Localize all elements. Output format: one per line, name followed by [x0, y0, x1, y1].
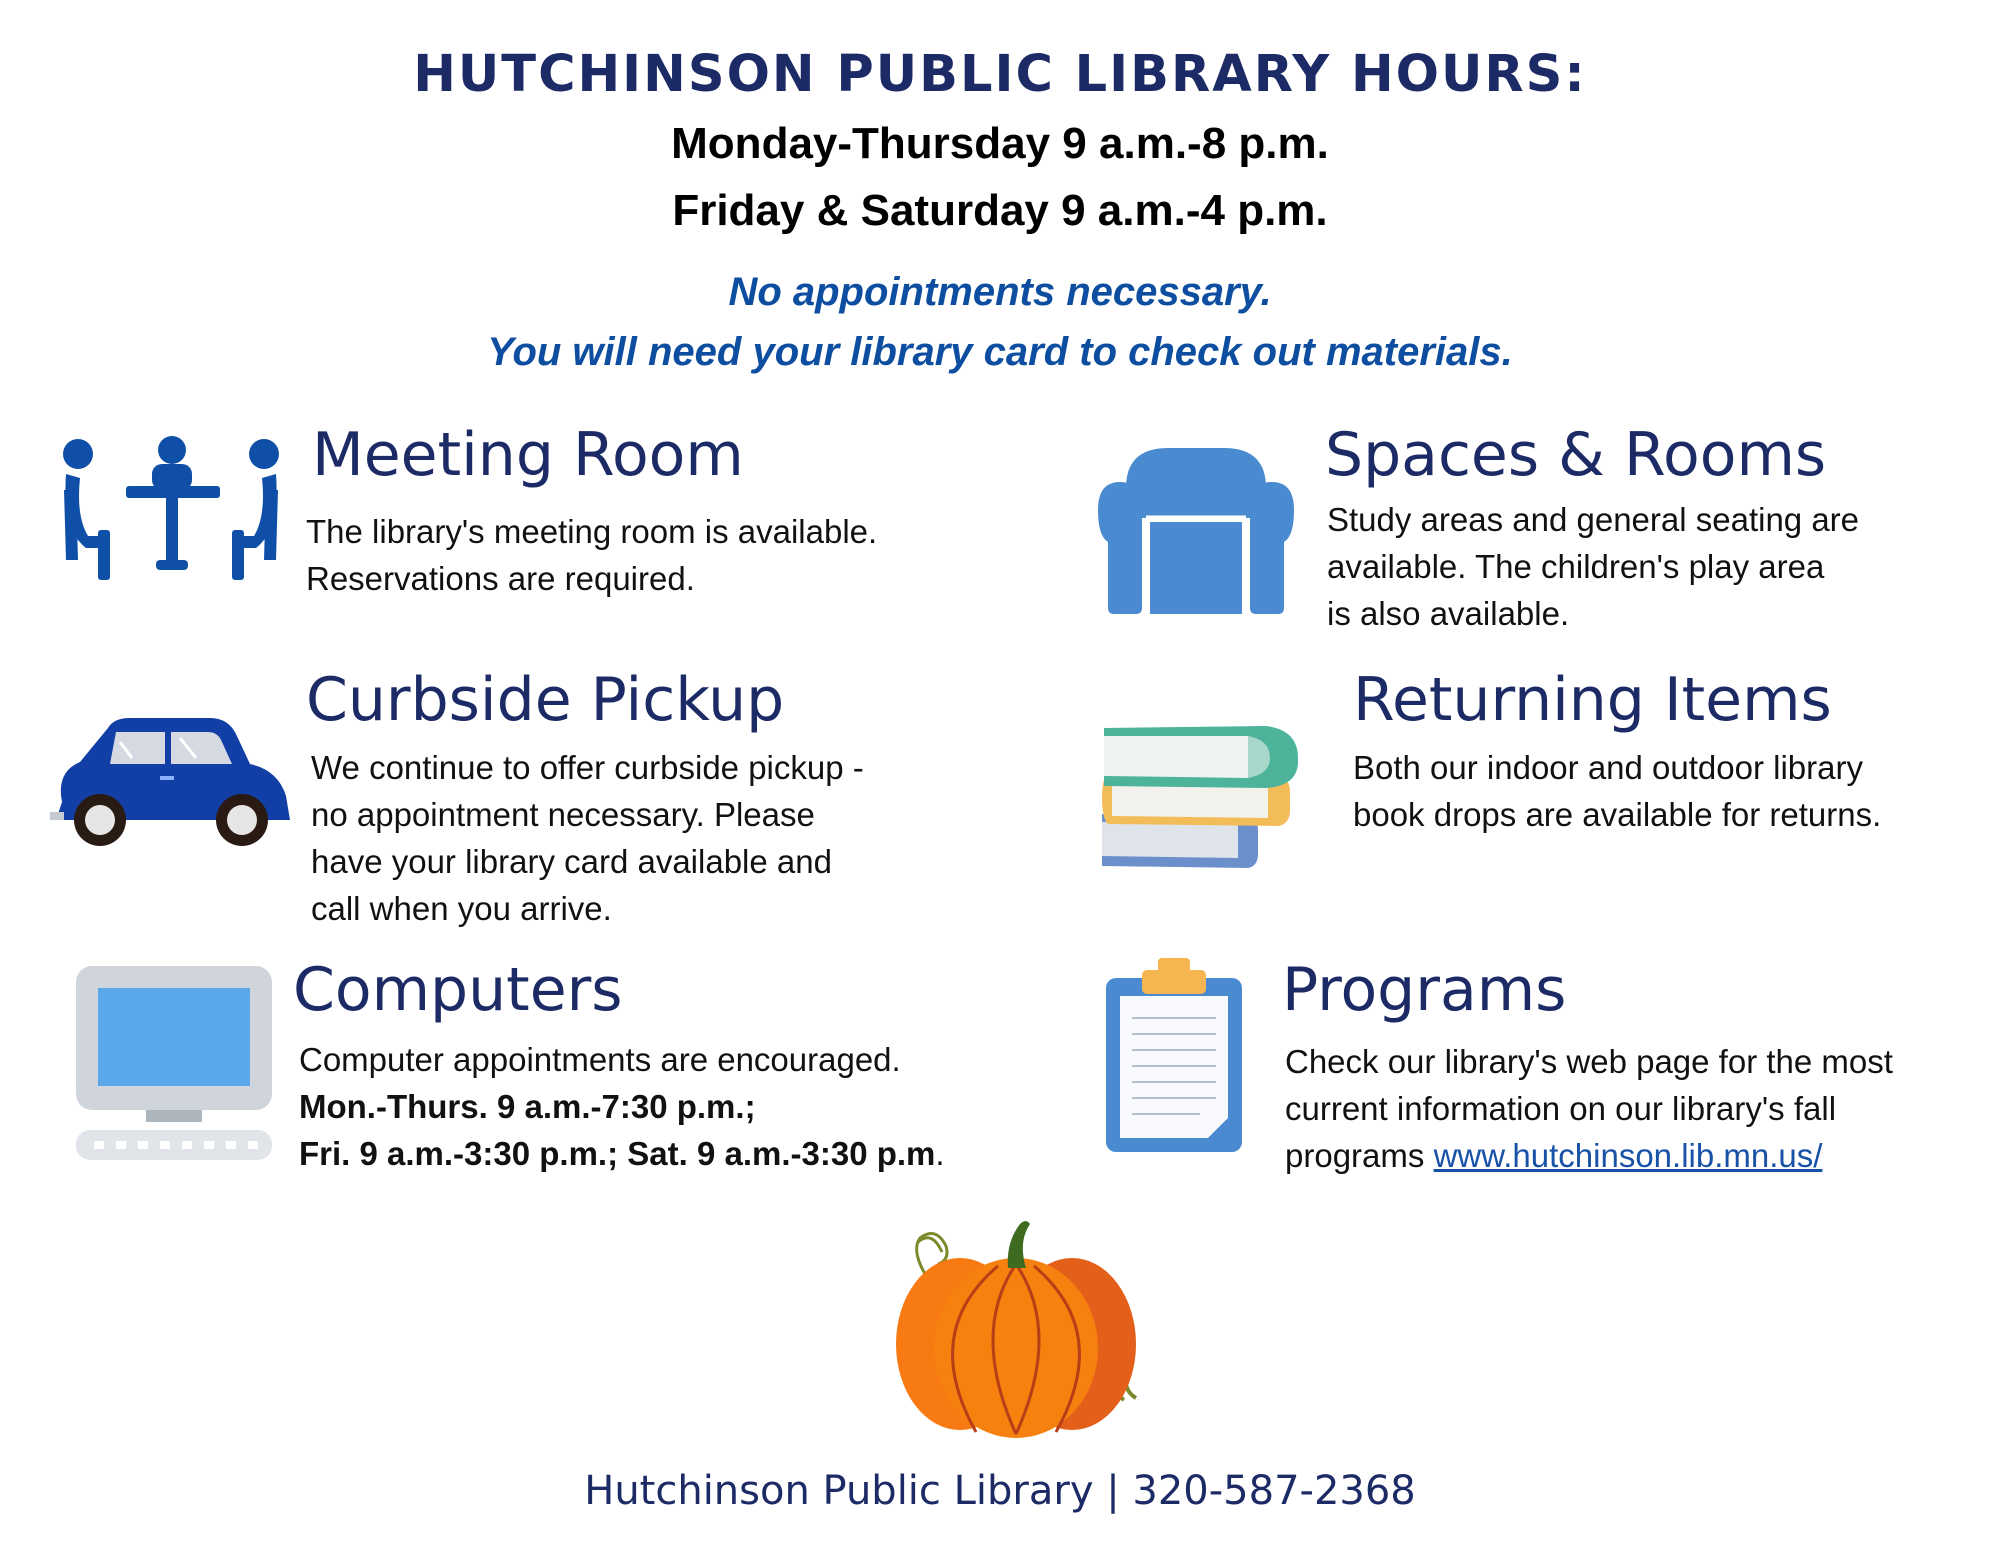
meeting-room-line: Reservations are required. [306, 560, 695, 597]
meeting-icon [58, 430, 288, 590]
computers-hours-weekend: Fri. 9 a.m.-3:30 p.m.; Sat. 9 a.m.-3:30 p.m [299, 1135, 936, 1172]
returning-line: book drops are available for returns. [1353, 796, 1882, 833]
notice-library-card: You will need your library card to check out materials. [487, 330, 1513, 374]
curbside-line: call when you arrive. [311, 890, 612, 927]
returning-items-description [1353, 744, 1881, 838]
books-icon [1098, 706, 1308, 874]
armchair-icon [1098, 438, 1294, 616]
library-website-link[interactable]: www.hutchinson.lib.mn.us/ [1433, 1137, 1823, 1174]
pumpkin-icon [880, 1212, 1150, 1442]
programs-line: current information on our library's fall [1285, 1090, 1837, 1127]
programs-title: Programs [1282, 955, 1567, 1025]
computer-icon [76, 966, 272, 1162]
spaces-rooms-description [1327, 496, 1859, 637]
computers-hours-weekday: Mon.-Thurs. 9 a.m.-7:30 p.m.; [299, 1088, 756, 1125]
curbside-pickup-title: Curbside Pickup [306, 665, 785, 735]
returning-items-title: Returning Items [1353, 665, 1832, 735]
clipboard-icon [1100, 956, 1248, 1156]
hours-weekday: Monday-Thursday 9 a.m.-8 p.m. [671, 119, 1329, 168]
programs-line: Check our library's web page for the most [1285, 1043, 1893, 1080]
curbside-line: have your library card available and [311, 843, 832, 880]
footer-contact: Hutchinson Public Library | 320-587-2368 [584, 1468, 1416, 1514]
computers-trailing-period: . [935, 1135, 945, 1172]
computers-title: Computers [293, 955, 623, 1025]
curbside-pickup-description [311, 744, 864, 932]
programs-line: programs [1285, 1137, 1434, 1174]
meeting-room-line: The library's meeting room is available. [306, 513, 878, 550]
spaces-rooms-line: available. The children's play area [1327, 548, 1825, 585]
notice-no-appointments: No appointments necessary. [728, 270, 1272, 314]
page-title: HUTCHINSON PUBLIC LIBRARY HOURS: [413, 45, 1587, 104]
spaces-rooms-line: Study areas and general seating are [1327, 501, 1860, 538]
meeting-room-title: Meeting Room [312, 420, 744, 490]
programs-description [1285, 1038, 1893, 1179]
spaces-rooms-title: Spaces & Rooms [1325, 420, 1827, 490]
meeting-room-description [306, 508, 877, 602]
hours-weekend: Friday & Saturday 9 a.m.-4 p.m. [672, 186, 1328, 235]
car-icon [50, 712, 295, 852]
computers-description [299, 1036, 945, 1177]
computers-line: Computer appointments are encouraged. [299, 1041, 901, 1078]
curbside-line: no appointment necessary. Please [311, 796, 815, 833]
returning-line: Both our indoor and outdoor library [1353, 749, 1863, 786]
curbside-line: We continue to offer curbside pickup - [311, 749, 864, 786]
spaces-rooms-line: is also available. [1327, 595, 1570, 632]
